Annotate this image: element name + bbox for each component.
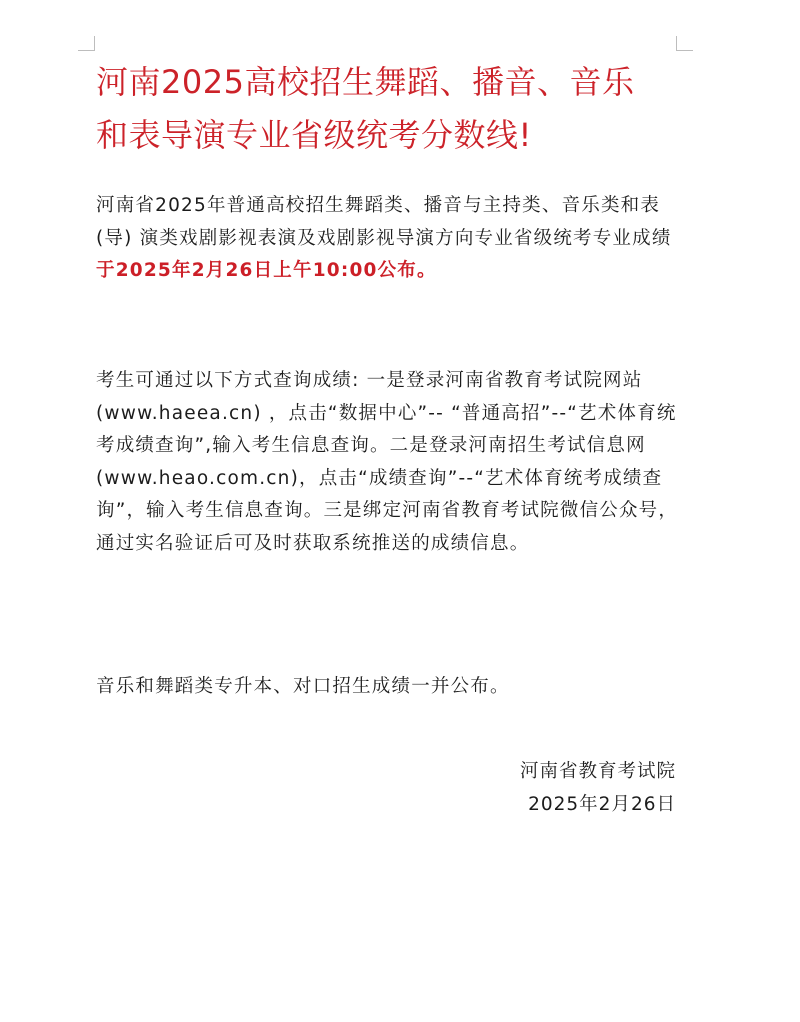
query-methods-paragraph: 考生可通过以下方式查询成绩: 一是登录河南省教育考试院网站(www.haeea.cn) ，点击“数据中心”-- “普通高招”--“艺术体育统考成绩查询”,输入考生信息查询。二是登录河南招生考试信息网(www.heao.com.cn)，点击“成绩查询”--“艺术体育统考成绩查询”，输入考生信息查询。三是绑定河南省教育考试院微信公众号，通过实名验证后可及时获取系统推送的成绩信息。 bbox=[96, 370, 679, 554]
announcement-text: 河南省2025年普通高校招生舞蹈类、播音与主持类、音乐类和表(导) 演类戏剧影视表演及戏剧影视导演方向专业省级统考专业成绩 bbox=[96, 195, 672, 249]
document-title bbox=[96, 56, 686, 162]
document-page bbox=[96, 56, 686, 815]
announcement-paragraph bbox=[96, 190, 686, 288]
release-time-highlight: 于2025年2月26日上午10:00公布。 bbox=[96, 260, 437, 281]
signature-organization: 河南省教育考试院 bbox=[519, 761, 676, 782]
page-corner-mark-right bbox=[676, 36, 693, 51]
signature-date: 2025年2月26日 bbox=[528, 793, 676, 815]
additional-note-paragraph: 音乐和舞蹈类专升本、对口招生成绩一并公布。 bbox=[96, 676, 510, 697]
title-line-2: 和表导演专业省级统考分数线! bbox=[96, 116, 532, 154]
page-corner-mark-left bbox=[78, 36, 95, 51]
signature-block bbox=[520, 756, 676, 821]
title-line-1: 河南2025高校招生舞蹈、播音、音乐 bbox=[96, 63, 635, 101]
